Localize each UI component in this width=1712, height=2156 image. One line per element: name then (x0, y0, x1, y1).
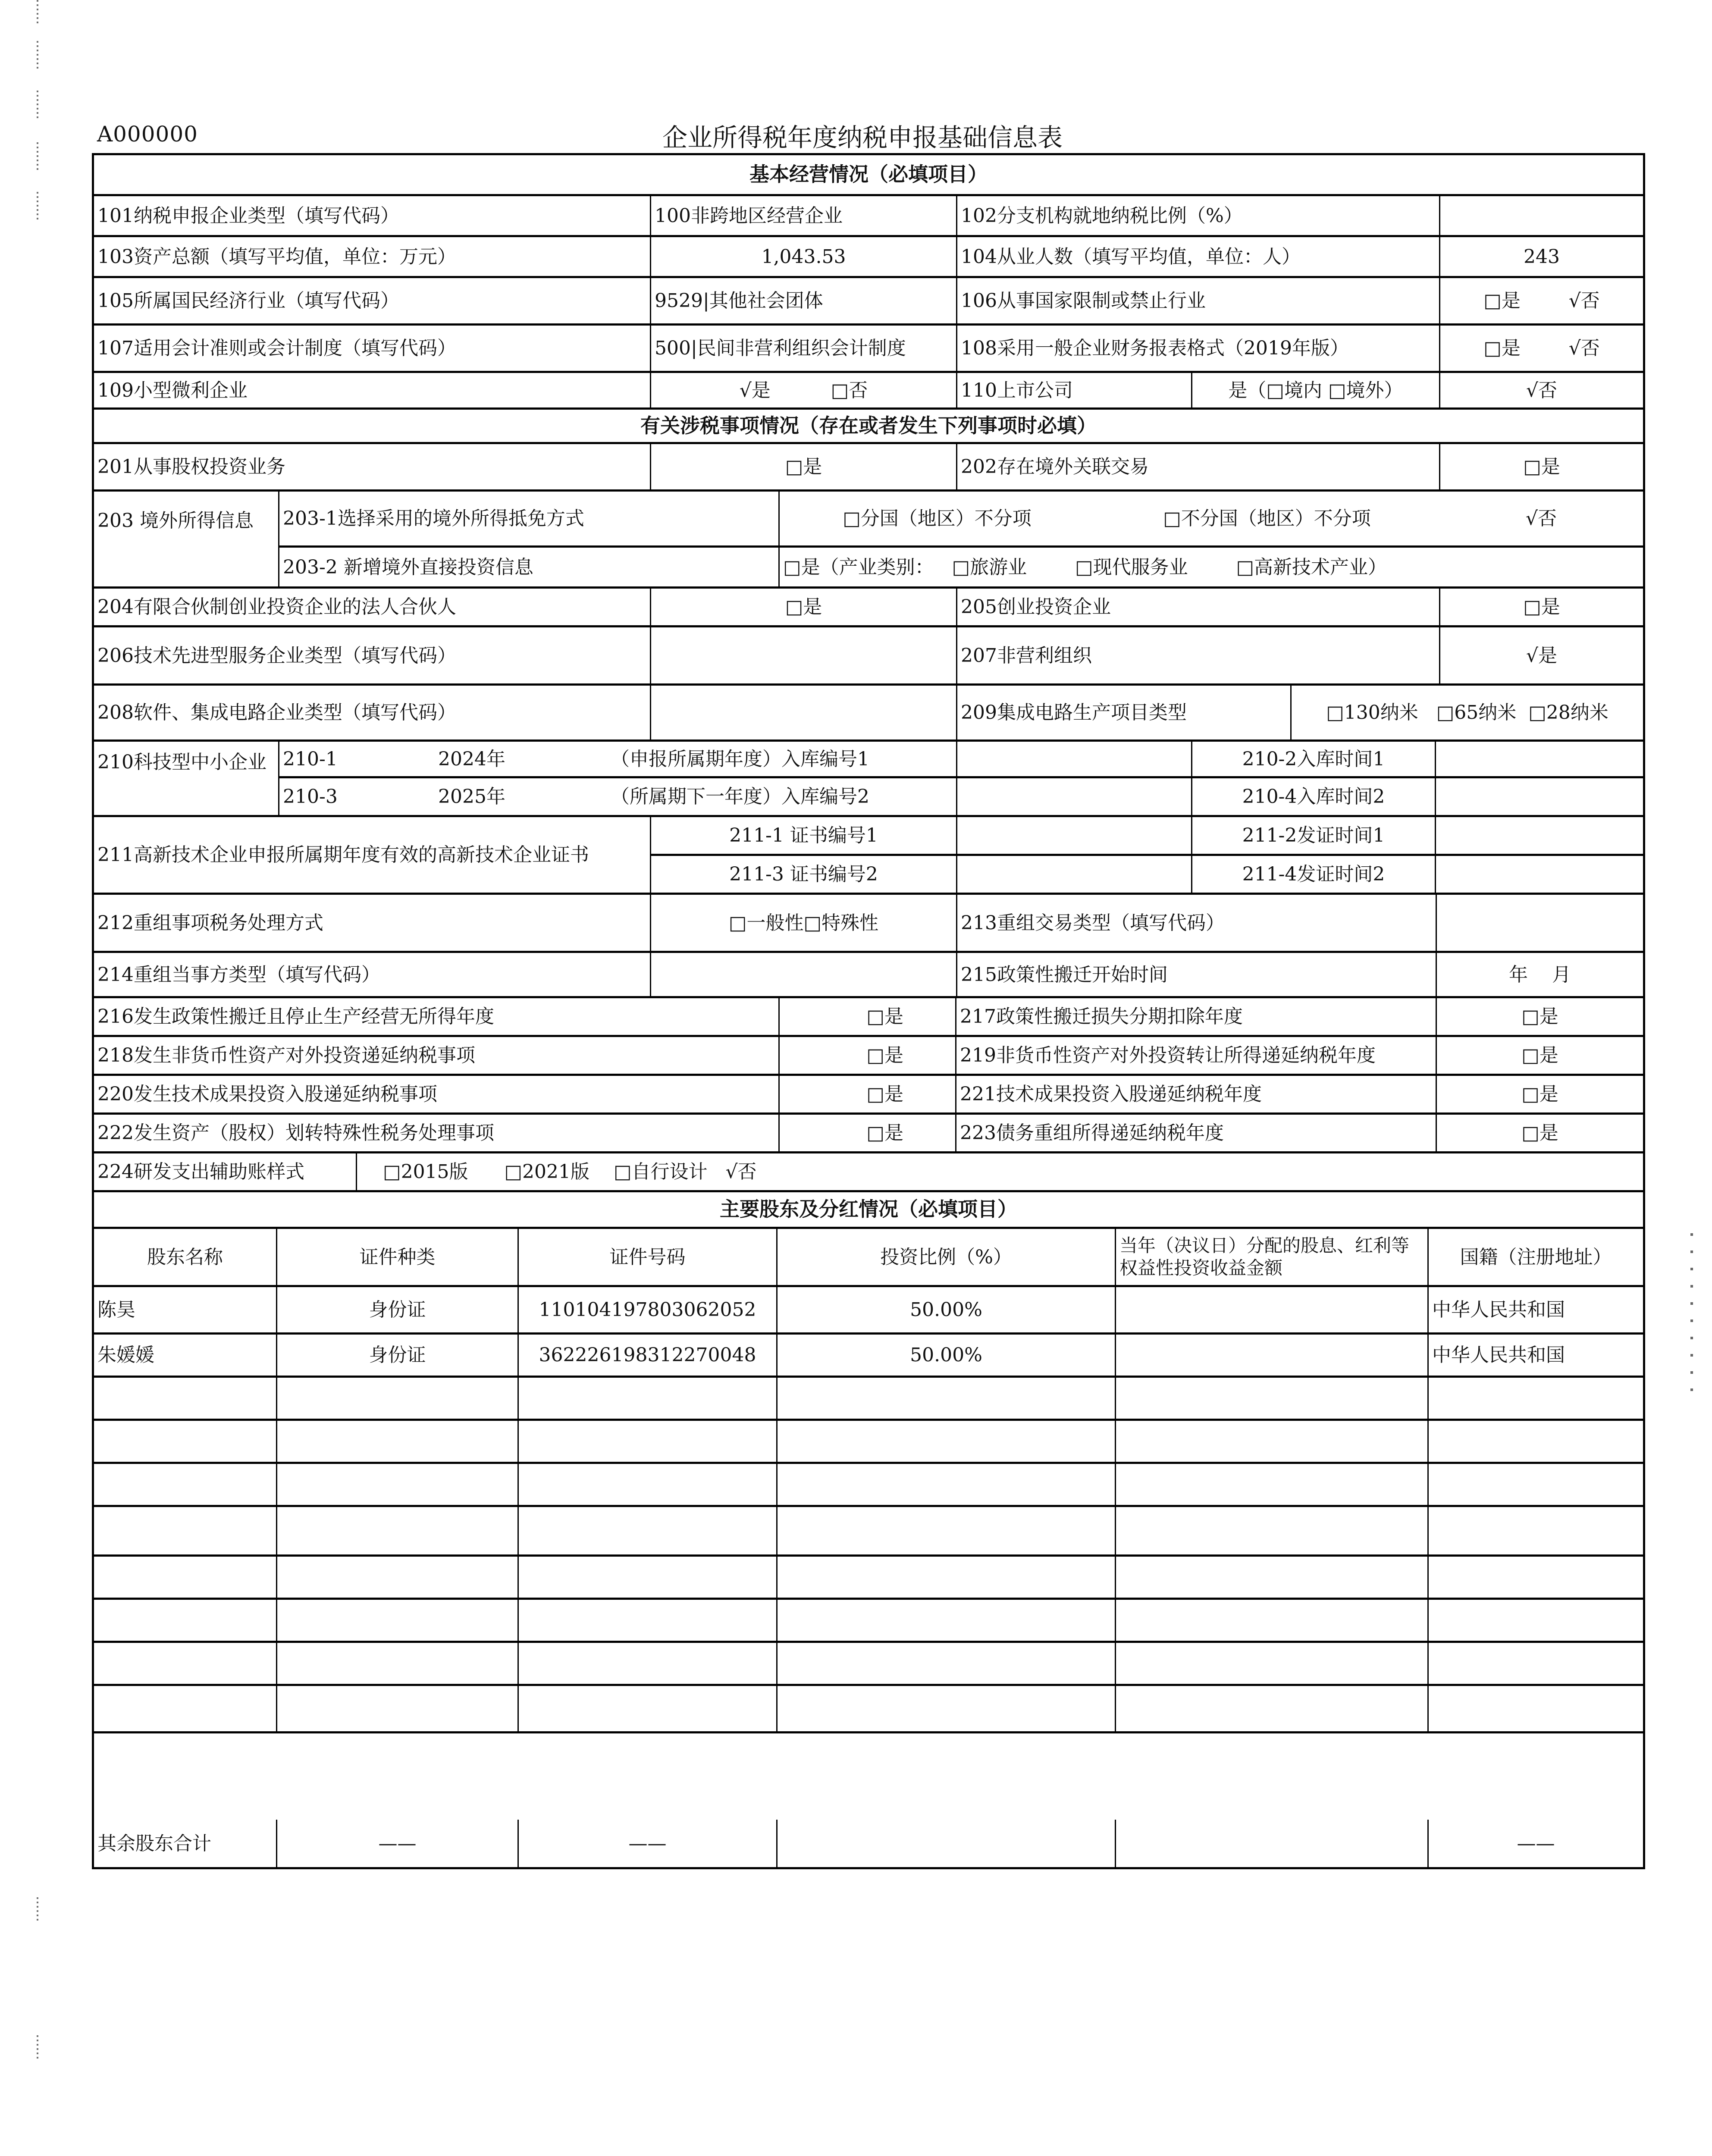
shareholder-ratio[interactable] (778, 1600, 1116, 1643)
label-210-3: （所属期下一年度）入库编号2 (607, 778, 957, 817)
checkbox-220[interactable]: □是 (780, 1076, 956, 1115)
value-215[interactable]: 年 月 (1437, 953, 1643, 998)
value-211-1[interactable] (957, 817, 1192, 856)
shareholder-id-number[interactable] (519, 1557, 778, 1600)
value-208[interactable] (651, 686, 957, 742)
label-209: 209集成电路生产项目类型 (957, 686, 1292, 742)
shareholder-id-type[interactable] (277, 1686, 519, 1733)
shareholder-name[interactable]: 朱媛媛 (94, 1335, 277, 1378)
scan-edge-mark (37, 2035, 38, 2061)
value-211-2[interactable] (1436, 817, 1643, 856)
value-210-2[interactable] (1436, 742, 1643, 778)
label-110: 110上市公司 (957, 373, 1192, 410)
options-209[interactable]: □130纳米 □65纳米 □28纳米 (1292, 686, 1643, 742)
label-210-2: 210-2入库时间1 (1192, 742, 1436, 778)
shareholder-name[interactable] (94, 1557, 277, 1600)
checkbox-219[interactable]: □是 (1437, 1037, 1643, 1076)
checkbox-222[interactable]: □是 (780, 1115, 956, 1153)
value-105[interactable]: 9529|其他社会团体 (651, 278, 957, 326)
options-203-2[interactable]: □是（产业类别： □旅游业 □现代服务业 □高新技术产业） (780, 548, 1643, 589)
scan-edge-mark (37, 1897, 38, 1923)
shareholder-nationality[interactable] (1429, 1643, 1643, 1686)
section-basic-header: 基本经营情况（必填项目） (94, 155, 1643, 196)
label-105: 105所属国民经济行业（填写代码） (94, 278, 651, 326)
shareholder-nationality[interactable] (1429, 1557, 1643, 1600)
label-210-4: 210-4入库时间2 (1192, 778, 1436, 817)
column-header-nationality: 国籍（注册地址） (1429, 1229, 1643, 1287)
label-103: 103资产总额（填写平均值，单位：万元） (94, 237, 651, 278)
shareholder-name[interactable] (94, 1600, 277, 1643)
shareholder-name[interactable] (94, 1378, 277, 1421)
shareholder-nationality[interactable]: 中华人民共和国 (1429, 1287, 1643, 1335)
shareholder-id-number[interactable]: 110104197803062052 (519, 1287, 778, 1335)
label-203: 203 境外所得信息 (94, 492, 279, 589)
value-213[interactable] (1437, 895, 1643, 953)
value-104[interactable]: 243 (1440, 237, 1643, 278)
label-214: 214重组当事方类型（填写代码） (94, 953, 651, 998)
label-215: 215政策性搬迁开始时间 (957, 953, 1437, 998)
shareholder-dividend[interactable] (1116, 1287, 1429, 1335)
shareholder-name[interactable] (94, 1421, 277, 1464)
total-nationality: —— (1517, 1832, 1555, 1855)
checkbox-221[interactable]: □是 (1437, 1076, 1643, 1115)
label-202: 202存在境外关联交易 (957, 444, 1440, 492)
shareholder-nationality[interactable] (1429, 1421, 1643, 1464)
label-107: 107适用会计准则或会计制度（填写代码） (94, 326, 651, 373)
shareholder-id-number[interactable]: 362226198312270048 (519, 1335, 778, 1378)
label-104: 104从业人数（填写平均值，单位：人） (957, 237, 1440, 278)
total-ratio[interactable] (778, 1820, 1116, 1867)
shareholder-ratio[interactable]: 50.00% (778, 1335, 1116, 1378)
shareholder-id-type[interactable]: 身份证 (277, 1287, 519, 1335)
shareholder-dividend[interactable] (1116, 1421, 1429, 1464)
scan-noise (1690, 1233, 1693, 1397)
value-101[interactable]: 100非跨地区经营企业 (651, 196, 957, 237)
column-header-ratio: 投资比例（%） (778, 1229, 1116, 1287)
column-header-name: 股东名称 (94, 1229, 277, 1287)
checkbox-216[interactable]: □是 (780, 998, 956, 1037)
shareholder-id-number[interactable] (519, 1464, 778, 1507)
scan-edge-mark (37, 192, 38, 220)
shareholder-name[interactable] (94, 1643, 277, 1686)
label-201: 201从事股权投资业务 (94, 444, 651, 492)
value-103[interactable]: 1,043.53 (651, 237, 957, 278)
label-218: 218发生非货币性资产对外投资递延纳税事项 (94, 1037, 780, 1076)
checkbox-108[interactable]: □是 √否 (1440, 326, 1643, 373)
label-217: 217政策性搬迁损失分期扣除年度 (956, 998, 1437, 1037)
label-219: 219非货币性资产对外投资转让所得递延纳税年度 (956, 1037, 1437, 1076)
shareholder-dividend[interactable] (1116, 1335, 1429, 1378)
label-216: 216发生政策性搬迁且停止生产经营无所得年度 (94, 998, 780, 1037)
value-102[interactable] (1440, 196, 1643, 237)
label-210: 210科技型中小企业 (94, 742, 279, 817)
column-header-id-number: 证件号码 (519, 1229, 778, 1287)
year-210-1: 2024年 (435, 742, 607, 778)
value-214[interactable] (651, 953, 957, 998)
column-header-id-type: 证件种类 (277, 1229, 519, 1287)
shareholder-dividend[interactable] (1116, 1686, 1429, 1733)
value-211-4[interactable] (1436, 856, 1643, 895)
shareholder-id-type[interactable] (277, 1600, 519, 1643)
shareholder-id-type[interactable] (277, 1557, 519, 1600)
form-code: A000000 (97, 122, 198, 147)
total-dividend[interactable] (1116, 1820, 1429, 1867)
shareholder-ratio[interactable] (778, 1643, 1116, 1686)
label-207: 207非营利组织 (957, 627, 1440, 686)
shareholder-ratio[interactable] (778, 1464, 1116, 1507)
label-210-1: （申报所属期年度）入库编号1 (607, 742, 957, 778)
shareholder-ratio[interactable] (778, 1378, 1116, 1421)
checkbox-110[interactable]: √否 (1440, 373, 1643, 410)
value-211-3[interactable] (957, 856, 1192, 895)
shareholder-id-type[interactable]: 身份证 (277, 1335, 519, 1378)
value-206[interactable] (651, 627, 957, 686)
shareholder-id-number[interactable] (519, 1378, 778, 1421)
label-213: 213重组交易类型（填写代码） (957, 895, 1437, 953)
label-211-1: 211-1 证书编号1 (651, 817, 957, 856)
scan-edge-mark (37, 0, 38, 26)
label-108: 108采用一般企业财务报表格式（2019年版） (957, 326, 1440, 373)
checkbox-205[interactable]: □是 (1440, 589, 1643, 627)
shareholder-id-number[interactable] (519, 1507, 778, 1557)
label-211-3: 211-3 证书编号2 (651, 856, 957, 895)
checkbox-106[interactable]: □是 √否 (1440, 278, 1643, 326)
options-212[interactable]: □一般性□特殊性 (651, 895, 957, 953)
scan-edge-mark (37, 41, 38, 69)
value-210-4[interactable] (1436, 778, 1643, 817)
checkbox-207[interactable]: √是 (1440, 627, 1643, 686)
label-221: 221技术成果投资入股递延纳税年度 (956, 1076, 1437, 1115)
option-203-1-per-country[interactable]: □分国（地区）不分项 (780, 492, 1094, 548)
total-id-number: —— (519, 1820, 778, 1867)
shareholder-name[interactable]: 陈昊 (94, 1287, 277, 1335)
label-106: 106从事国家限制或禁止行业 (957, 278, 1440, 326)
shareholder-nationality[interactable] (1429, 1600, 1643, 1643)
options-224[interactable]: □2015版 □2021版 □自行设计 √否 (357, 1153, 1643, 1192)
shareholder-name[interactable] (94, 1464, 277, 1507)
options-110[interactable]: 是（□境内 □境外） (1192, 373, 1440, 410)
label-211-2: 211-2发证时间1 (1192, 817, 1436, 856)
label-203-1: 203-1选择采用的境外所得抵免方式 (279, 492, 780, 548)
label-206: 206技术先进型服务企业类型（填写代码） (94, 627, 651, 686)
shareholder-id-number[interactable] (519, 1686, 778, 1733)
label-109: 109小型微利企业 (94, 373, 651, 410)
shareholder-nationality[interactable] (1429, 1378, 1643, 1421)
checkbox-109[interactable]: √是 □否 (651, 373, 957, 410)
shareholder-nationality[interactable] (1429, 1507, 1643, 1557)
label-211: 211高新技术企业申报所属期年度有效的高新技术企业证书 (94, 817, 651, 895)
checkbox-201[interactable]: □是 (651, 444, 957, 492)
checkbox-223[interactable]: □是 (1437, 1115, 1643, 1153)
shareholder-ratio[interactable] (778, 1557, 1116, 1600)
shareholder-id-number[interactable] (519, 1643, 778, 1686)
form-title: 企业所得税年度纳税申报基础信息表 (662, 123, 1063, 152)
shareholder-id-type[interactable] (277, 1643, 519, 1686)
shareholder-dividend[interactable] (1116, 1464, 1429, 1507)
checkbox-203-1[interactable]: √否 (1439, 492, 1643, 548)
shareholder-ratio[interactable] (778, 1686, 1116, 1733)
shareholder-nationality[interactable] (1429, 1464, 1643, 1507)
shareholder-ratio[interactable]: 50.00% (778, 1287, 1116, 1335)
shareholder-id-type[interactable] (277, 1421, 519, 1464)
total-id-type: —— (277, 1820, 519, 1867)
shareholder-name[interactable] (94, 1507, 277, 1557)
label-211-4: 211-4发证时间2 (1192, 856, 1436, 895)
shareholder-ratio[interactable] (778, 1507, 1116, 1557)
shareholder-id-type[interactable] (277, 1507, 519, 1557)
label-203-2: 203-2 新增境外直接投资信息 (279, 548, 780, 589)
label-220: 220发生技术成果投资入股递延纳税事项 (94, 1076, 780, 1115)
shareholder-dividend[interactable] (1116, 1557, 1429, 1600)
value-210-1[interactable] (957, 742, 1192, 778)
year-210-3: 2025年 (435, 778, 607, 817)
option-203-1-no-country[interactable]: □不分国（地区）不分项 (1094, 492, 1439, 548)
label-204: 204有限合伙制创业投资企业的法人合伙人 (94, 589, 651, 627)
checkbox-218[interactable]: □是 (780, 1037, 956, 1076)
shareholder-id-type[interactable] (277, 1464, 519, 1507)
scan-edge-mark (37, 142, 38, 170)
value-107[interactable]: 500|民间非营利组织会计制度 (651, 326, 957, 373)
shareholder-ratio[interactable] (778, 1421, 1116, 1464)
section-tax-header: 有关涉税事项情况（存在或者发生下列事项时必填） (94, 410, 1643, 444)
section-shareholders-header: 主要股东及分红情况（必填项目） (94, 1192, 1643, 1229)
label-101: 101纳税申报企业类型（填写代码） (94, 196, 651, 237)
checkbox-204[interactable]: □是 (651, 589, 957, 627)
shareholder-nationality[interactable] (1429, 1686, 1643, 1733)
shareholder-dividend[interactable] (1116, 1600, 1429, 1643)
tax-form-table (92, 153, 1645, 1869)
code-210-3: 210-3 (279, 778, 435, 817)
label-224: 224研发支出辅助账样式 (94, 1153, 357, 1192)
label-223: 223债务重组所得递延纳税年度 (956, 1115, 1437, 1153)
column-header-dividend: 当年（决议日）分配的股息、红利等权益性投资收益金额 (1116, 1229, 1429, 1287)
checkbox-202[interactable]: □是 (1440, 444, 1643, 492)
shareholder-nationality[interactable]: 中华人民共和国 (1429, 1335, 1643, 1378)
label-205: 205创业投资企业 (957, 589, 1440, 627)
label-102: 102分支机构就地纳税比例（%） (957, 196, 1440, 237)
scan-edge-mark (37, 91, 38, 119)
value-210-3[interactable] (957, 778, 1192, 817)
total-label: 其余股东合计 (94, 1820, 277, 1867)
shareholder-dividend[interactable] (1116, 1507, 1429, 1557)
label-212: 212重组事项税务处理方式 (94, 895, 651, 953)
shareholder-name[interactable] (94, 1686, 277, 1733)
label-208: 208软件、集成电路企业类型（填写代码） (94, 686, 651, 742)
shareholder-id-number[interactable] (519, 1600, 778, 1643)
checkbox-217[interactable]: □是 (1437, 998, 1643, 1037)
label-222: 222发生资产（股权）划转特殊性税务处理事项 (94, 1115, 780, 1153)
shareholder-dividend[interactable] (1116, 1378, 1429, 1421)
shareholder-id-type[interactable] (277, 1378, 519, 1421)
code-210-1: 210-1 (279, 742, 435, 778)
shareholder-id-number[interactable] (519, 1421, 778, 1464)
shareholder-dividend[interactable] (1116, 1643, 1429, 1686)
